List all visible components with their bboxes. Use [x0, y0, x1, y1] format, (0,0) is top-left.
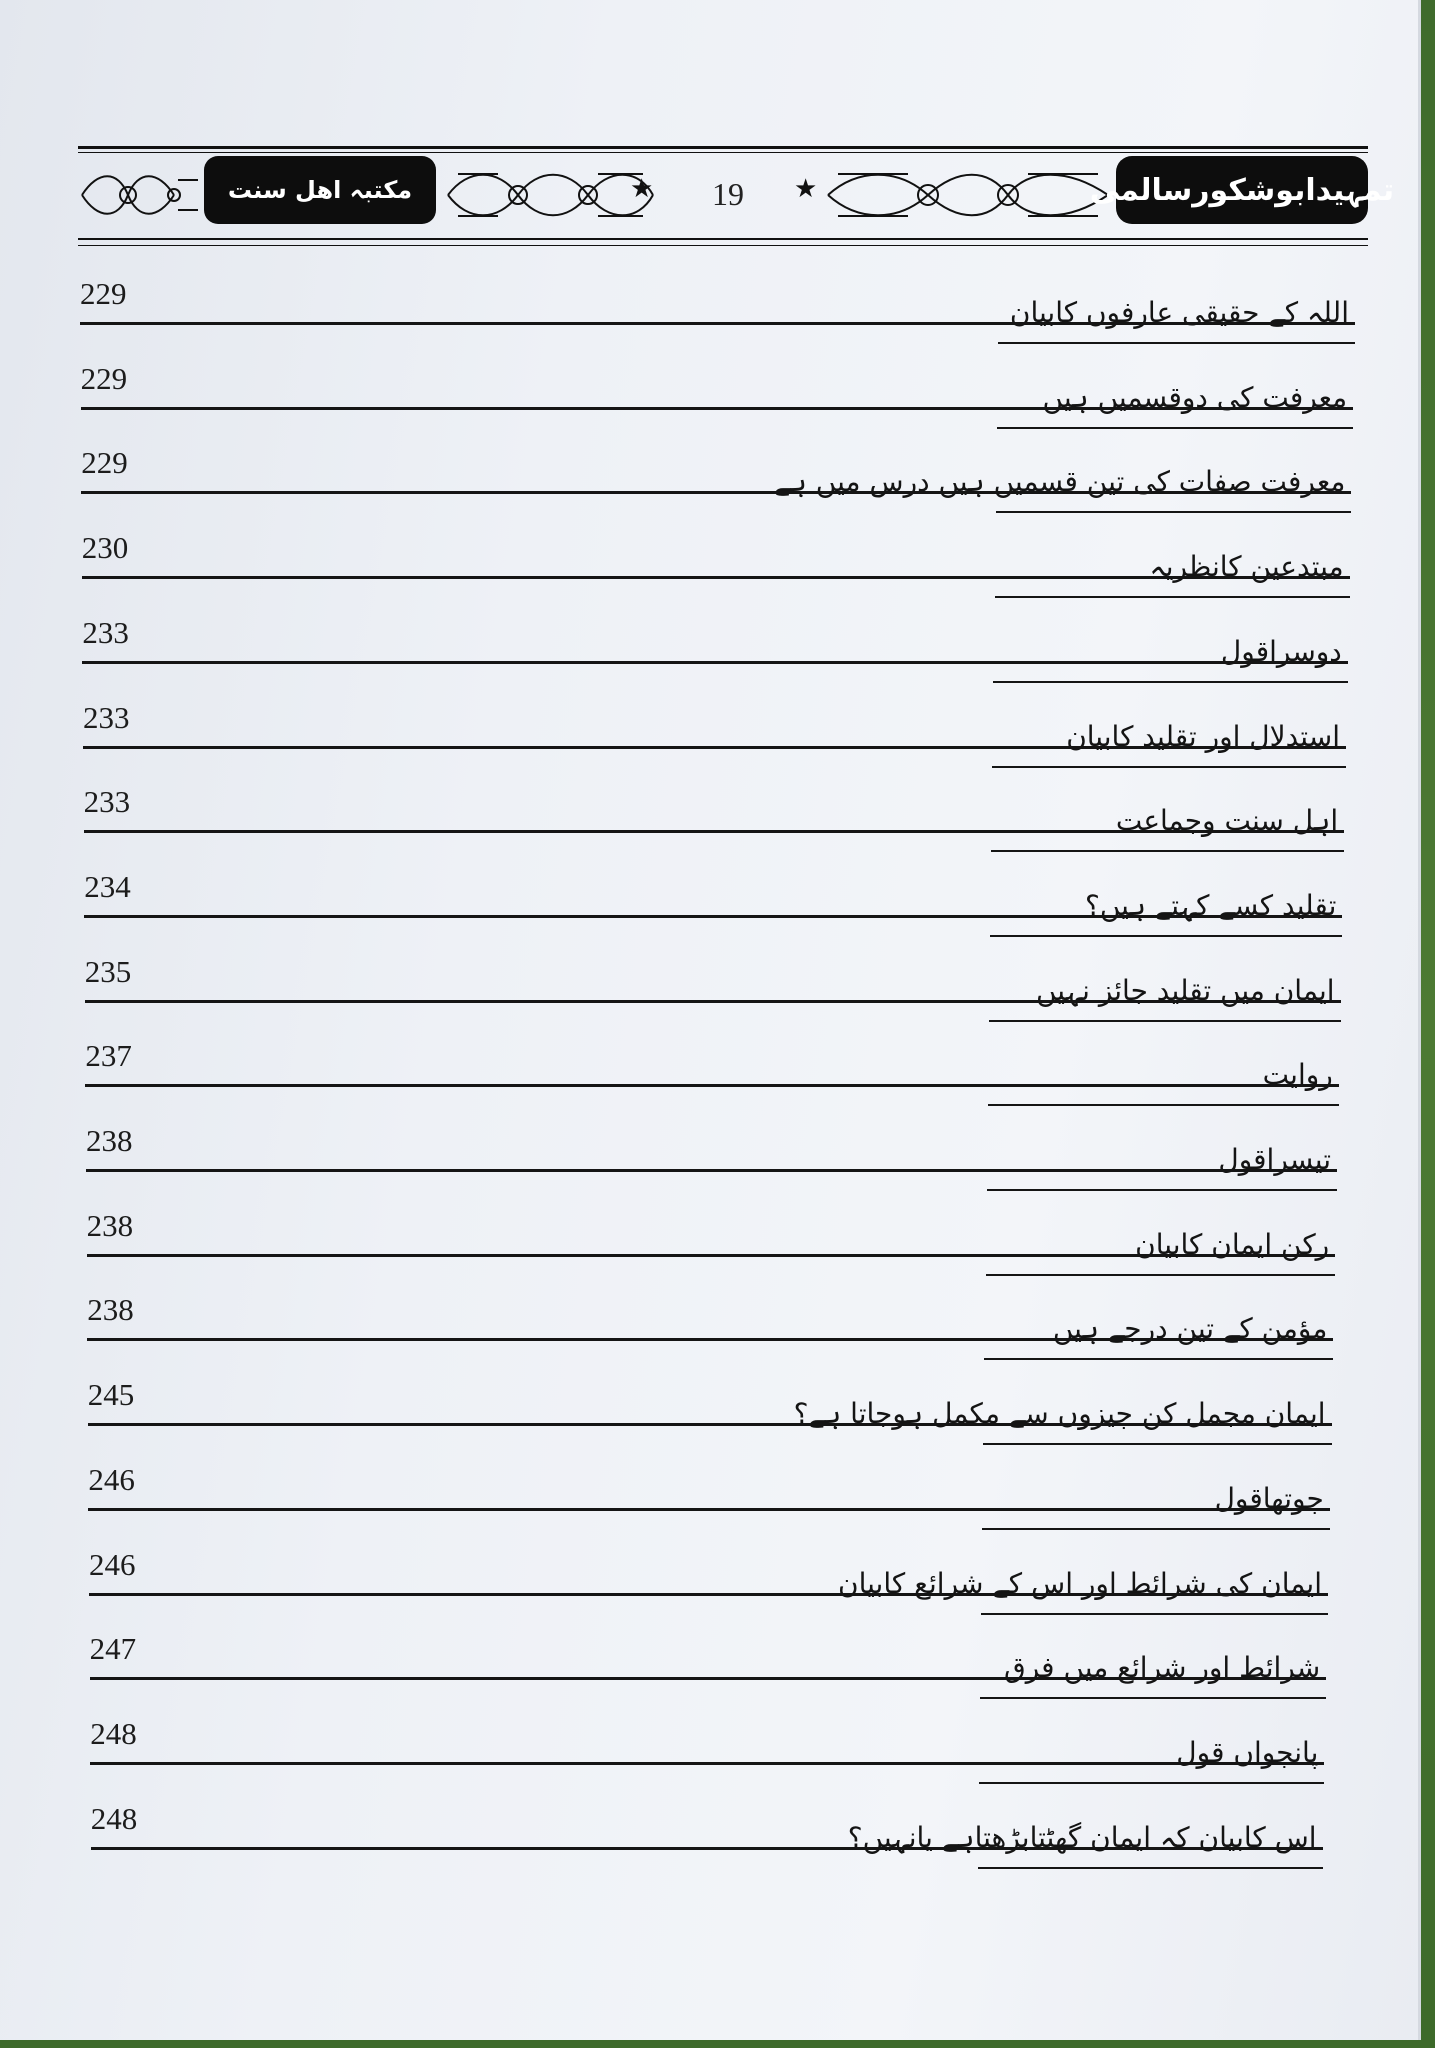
- toc-underline: [91, 1847, 1323, 1850]
- toc-underline: [88, 1508, 1329, 1511]
- toc-entry: [81, 445, 1351, 531]
- toc-underline: [80, 322, 1355, 325]
- toc-page-number: 237: [85, 1038, 132, 1074]
- toc-entry: [84, 784, 1345, 870]
- toc-entry: [88, 1377, 1332, 1463]
- toc-underline: [983, 1443, 1331, 1445]
- toc-entry-title: اس کابیان کہ ایمان گھٹتابڑھتاہے یانہیں؟: [847, 1820, 1317, 1854]
- toc-page-number: 247: [89, 1631, 137, 1667]
- toc-underline: [81, 407, 1354, 410]
- toc-entry: [88, 1462, 1329, 1548]
- toc-page-number: 235: [84, 953, 132, 989]
- toc-entry: [87, 1292, 1333, 1378]
- toc-underline: [998, 342, 1355, 344]
- toc-underline: [87, 1338, 1333, 1341]
- toc-underline: [83, 746, 1346, 749]
- toc-underline: [82, 661, 1347, 664]
- toc-underline: [981, 1613, 1328, 1615]
- toc-underline: [979, 1782, 1325, 1784]
- toc-underline: [987, 1189, 1337, 1191]
- publisher-label: مکتبہ اهل سنت: [204, 156, 436, 224]
- toc-page-number: 233: [83, 784, 131, 820]
- book-title-label: تمہیدابوشکورسالمی: [1116, 156, 1368, 224]
- toc-entry: [86, 1123, 1337, 1209]
- toc-underline: [87, 1254, 1336, 1257]
- toc-page-number: 233: [83, 699, 130, 735]
- toc-underline: [980, 1697, 1326, 1699]
- toc-page-number: 229: [80, 360, 128, 396]
- toc-underline: [85, 1000, 1341, 1003]
- toc-entry-title: روایت: [1262, 1058, 1333, 1092]
- toc-underline: [90, 1677, 1327, 1680]
- toc-underline: [986, 1274, 1336, 1276]
- toc-entry-title: ایمان کی شرائط اور اس کے شرائع کابیان: [838, 1566, 1322, 1600]
- toc-underline: [86, 1169, 1337, 1172]
- toc-entry-title: اہل سنت وجماعت: [1115, 804, 1339, 838]
- toc-entry-title: مؤمن کے تین درجے ہیں: [1052, 1312, 1328, 1346]
- toc-underline: [90, 1762, 1324, 1765]
- toc-page-number: 238: [87, 1292, 134, 1328]
- star-icon: ★: [630, 174, 654, 204]
- toc-page-number: 229: [81, 445, 128, 481]
- toc-underline: [996, 511, 1352, 513]
- toc-entry-title: معرفت صفات کی تین قسمیں ہیں درس میں ہے: [774, 465, 1346, 499]
- toc-entry: [90, 1716, 1324, 1802]
- toc-underline: [982, 1528, 1330, 1530]
- toc-underline: [978, 1867, 1323, 1869]
- toc-underline: [990, 935, 1342, 937]
- toc-entry: [81, 361, 1354, 447]
- page-number: 19: [712, 176, 744, 212]
- toc-entry-title: ایمان مجمل کن چیزوں سے مکمل ہوجاتا ہے؟: [793, 1397, 1326, 1431]
- toc-page-number: 238: [86, 1123, 133, 1158]
- toc-page-number: 246: [88, 1461, 135, 1497]
- toc-entry-title: چوتھاقول: [1214, 1481, 1324, 1515]
- toc-underline: [995, 596, 1350, 598]
- toc-underline: [988, 1104, 1339, 1106]
- toc-entry: [85, 954, 1341, 1040]
- toc-entry-title: مبتدعین کانظریہ: [1149, 550, 1344, 584]
- toc-entry-title: ایمان میں تقلید جائز نہیں: [1035, 973, 1335, 1007]
- toc-page-number: 229: [80, 276, 127, 311]
- toc-entry-title: تقلید کسے کہتے ہیں؟: [1084, 888, 1337, 922]
- toc-underline: [89, 1593, 1328, 1596]
- toc-entry-title: رکن ایمان کابیان: [1135, 1227, 1330, 1261]
- toc-page-number: 248: [90, 1800, 138, 1836]
- toc-page-number: 246: [89, 1546, 136, 1582]
- toc-underline: [84, 830, 1345, 833]
- toc-entry-title: پانچواں قول: [1176, 1735, 1319, 1769]
- toc-entry: [85, 1038, 1338, 1124]
- toc-entry: [87, 1208, 1336, 1294]
- toc-entry-title: تیسراقول: [1218, 1143, 1331, 1176]
- toc-underline: [81, 491, 1351, 494]
- toc-entry: [82, 615, 1347, 701]
- star-icon: ★: [794, 174, 818, 204]
- toc-entry: [80, 276, 1355, 362]
- toc-underline: [82, 576, 1350, 579]
- toc-underline: [997, 427, 1353, 429]
- toc-page-number: 234: [84, 868, 131, 904]
- toc-underline: [88, 1423, 1332, 1426]
- toc-entry: [84, 869, 1342, 955]
- toc-page-number: 230: [81, 530, 129, 566]
- toc-entry-title: استدلال اور تقلید کابیان: [1066, 719, 1340, 753]
- toc-page-number: 245: [87, 1377, 135, 1413]
- toc-underline: [85, 1084, 1338, 1087]
- toc-entry: [91, 1801, 1323, 1887]
- toc-entry: [82, 530, 1350, 616]
- toc-entry: [89, 1547, 1328, 1633]
- toc-underline: [984, 1358, 1333, 1360]
- toc-page-number: 238: [86, 1207, 134, 1243]
- toc-entry-title: دوسراقول: [1220, 634, 1342, 668]
- toc-entry-title: شرائط اور شرائع میں فرق: [1003, 1651, 1321, 1685]
- toc-underline: [989, 1020, 1341, 1022]
- toc-entry: [83, 700, 1346, 786]
- toc-underline: [993, 681, 1347, 683]
- toc-page-number: 233: [82, 614, 129, 650]
- toc-underline: [992, 766, 1346, 768]
- toc-page-number: 248: [90, 1715, 137, 1751]
- toc-entry-title: معرفت کی دوقسمیں ہیں: [1042, 380, 1348, 414]
- toc-underline: [84, 915, 1342, 918]
- toc-entry: [90, 1631, 1327, 1717]
- toc-entry-title: اللہ کے حقیقی عارفوں کابیان: [1009, 296, 1349, 329]
- toc-underline: [991, 850, 1344, 852]
